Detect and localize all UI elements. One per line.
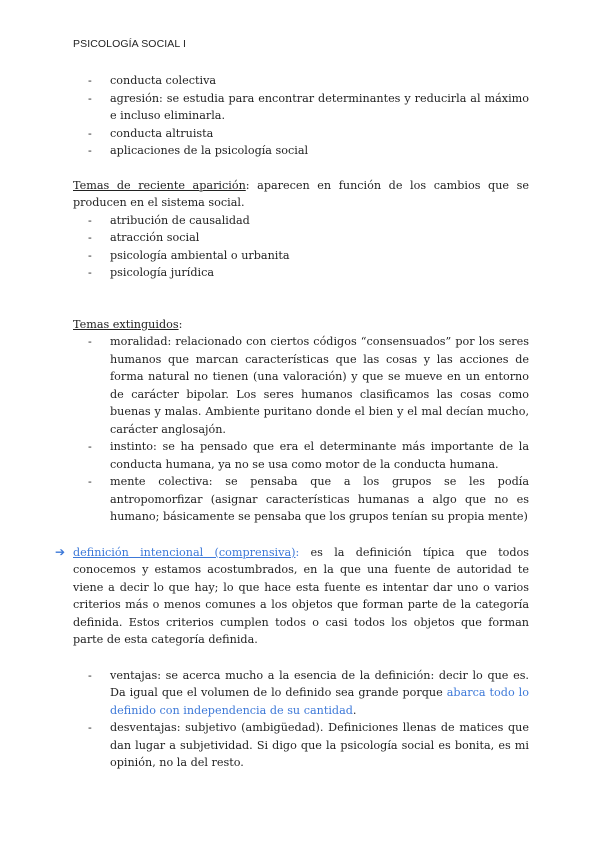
recientes-heading: Temas de reciente aparición xyxy=(73,178,246,192)
recientes-paragraph: Temas de reciente aparición: aparecen en función de los cambios que se producen en el sistema social. xyxy=(73,178,529,209)
list-item: - atracción social xyxy=(73,229,529,247)
dash-bullet: - xyxy=(88,91,92,105)
extinguidos-heading: Temas extinguidos xyxy=(73,317,179,331)
page-header: PSICOLOGÍA SOCIAL I xyxy=(73,38,186,50)
dash-bullet: - xyxy=(88,721,92,734)
list-item: - conducta altruista xyxy=(73,125,529,143)
definicion-paragraph: ➔ definición intencional (comprensiva): es la definición típica que todos conocemos y estamos acostumbrados, en la que una fuente de autoridad te viene a decir lo que hay; lo que hace esta fuente es intentar dar uno o varios criterios más o menos comunes a los objetos que forman parte de la categoría definida. Estos criterios cumplen todos o casi todos los objetos que forman parte de esta categoría definida. xyxy=(55,544,529,646)
list-item: - psicología jurídica xyxy=(73,264,529,282)
list-item: - agresión: se estudia para encontrar determinantes y reducirla al máximo e incluso eliminarla. xyxy=(88,91,529,122)
dash-bullet: - xyxy=(88,231,92,244)
list-item: - mente colectiva: se pensaba que a los grupos se les podía antropomorfizar (asignar características humanas a algo que no es humano; básicamente se pensaba que los grupos tenían su propia mente) xyxy=(88,475,529,523)
list-item: - conducta colectiva xyxy=(73,72,529,90)
dash-bullet: - xyxy=(88,126,92,140)
extinguidos-list xyxy=(73,333,529,526)
dash-bullet: - xyxy=(88,475,92,488)
dash-bullet: - xyxy=(88,440,92,453)
extinguidos-paragraph: Temas extinguidos: xyxy=(73,317,183,331)
pros-cons-list xyxy=(73,667,529,772)
dash-bullet: - xyxy=(88,74,92,87)
dash-bullet: - xyxy=(88,248,92,262)
dash-bullet: - xyxy=(88,144,92,157)
topics-list xyxy=(73,72,529,160)
ventajas-highlight: abarca todo lo definido con independencia de su cantidad xyxy=(110,686,529,717)
list-item: - moralidad: relacionado con ciertos códigos “consensuados” por los seres humanos que marcan características que las cosas y las acciones de forma natural no tienen (una valoración) y que se mueve en un entorno de carácter bipolar. Los seres humanos clasificamos las cosas como buenas y malas. Ambiente puritano donde el bien y el mal decían mucho, carácter anglosajón. xyxy=(88,335,529,436)
dash-bullet: - xyxy=(88,335,92,348)
list-item: - desventajas: subjetivo (ambigüedad). Definiciones llenas de matices que dan lugar a subjetividad. Si digo que la psicología social es bonita, es mi opinión, no la del resto. xyxy=(88,721,529,769)
list-item: - psicología ambiental o urbanita xyxy=(73,247,529,265)
list-item: - atribución de causalidad xyxy=(73,212,529,230)
arrow-icon: ➔ xyxy=(55,544,66,559)
recientes-list xyxy=(73,212,529,282)
dash-bullet: - xyxy=(88,668,92,682)
dash-bullet: - xyxy=(88,213,92,227)
document-body xyxy=(55,72,529,772)
list-item: - aplicaciones de la psicología social xyxy=(73,142,529,160)
dash-bullet: - xyxy=(88,266,92,279)
definicion-term: definición intencional (comprensiva) xyxy=(73,545,296,559)
list-item: - instinto: se ha pensado que era el determinante más importante de la conducta humana, ya no se usa como motor de la conducta humana. xyxy=(88,440,529,471)
list-item: - ventajas: se acerca mucho a la esencia de la definición: decir lo que es. Da igual que el volumen de lo definido sea grande porque abarca todo lo definido con independencia de su cantidad. xyxy=(88,668,529,717)
